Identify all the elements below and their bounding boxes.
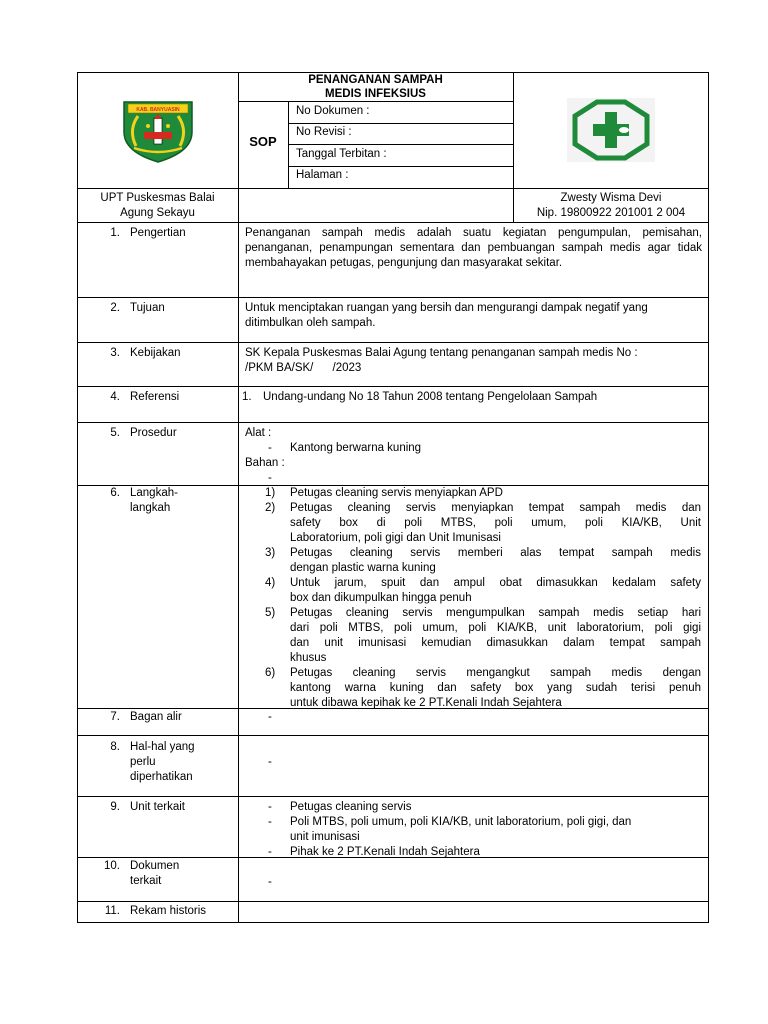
svg-text:KAB. BANYUASIN: KAB. BANYUASIN <box>136 107 180 113</box>
header-divider <box>77 188 709 189</box>
doc-title-line2: MEDIS INFEKSIUS <box>325 88 426 100</box>
section-label: Kebijakan <box>130 347 181 359</box>
step-text-line: dan unit imunisasi kemudian dimasukkan dalam tempat sampah <box>290 637 701 649</box>
district-crest-logo <box>120 96 196 164</box>
section-label: diperhatikan <box>130 771 193 783</box>
referensi-item-number: 1. <box>242 391 252 403</box>
step-number: 5) <box>265 607 276 619</box>
doc-title-line1: PENANGANAN SAMPAH <box>308 74 443 86</box>
section-number: 3. <box>110 347 120 359</box>
row-divider <box>77 222 709 223</box>
section-label: Unit terkait <box>130 801 185 813</box>
step-number: 2) <box>265 502 276 514</box>
section-number: 5. <box>110 427 120 439</box>
section-label: Pengertian <box>130 227 186 239</box>
section-label: Rekam historis <box>130 905 207 917</box>
section-label: terkait <box>130 875 162 887</box>
step-text-line: Petugas cleaning servis memberi alas tempat sampah medis <box>290 547 701 559</box>
org-name-line2: Agung Sekayu <box>120 207 195 219</box>
halaman-label: Halaman : <box>296 169 349 181</box>
step-text-line: khusus <box>290 652 327 664</box>
row-divider <box>77 386 709 387</box>
section-number: 9. <box>110 801 120 813</box>
header-divider <box>288 166 513 167</box>
org-name-line1: UPT Puskesmas Balai <box>100 192 215 204</box>
section-label: Prosedur <box>130 427 177 439</box>
section-label: Tujuan <box>130 302 165 314</box>
unit-item-line: Pihak ke 2 PT.Kenali Indah Sejahtera <box>290 846 480 858</box>
puskesmas-logo <box>567 98 655 162</box>
row-divider <box>77 796 709 797</box>
kebijakan-line1: SK Kepala Puskesmas Balai Agung tentang penanganan sampah medis No : <box>245 347 638 359</box>
section-number: 8. <box>110 741 120 753</box>
row-divider <box>77 342 709 343</box>
step-text-line: untuk dibawa kepihak ke 2 PT.Kenali Indah Sejahtera <box>290 697 562 709</box>
section-number: 7. <box>110 711 120 723</box>
pengertian-text: Penanganan sampah medis adalah suatu kegiatan pengumpulan, pemisahan, penanganan, penampungan sementara dan pembuangan sampah medis agar tidak membahayakan petugas, pengunjung dan masyarakat sekitar. <box>245 227 702 269</box>
kebijakan-line2: /PKM BA/SK/ /2023 <box>245 362 362 374</box>
alat-item: Kantong berwarna kuning <box>290 442 422 454</box>
bahan-label: Bahan : <box>245 457 285 469</box>
step-number: 4) <box>265 577 276 589</box>
row-divider <box>77 901 709 902</box>
section-number: 6. <box>110 487 120 499</box>
step-text-line: kantong warna kuning dan safety box yang sudah terisi penuh <box>290 682 701 694</box>
tujuan-text: Untuk menciptakan ruangan yang bersih dan mengurangi dampak negatif yang ditimbulkan oleh sampah. <box>245 302 648 329</box>
no-dokumen-label: No Dokumen : <box>296 105 370 117</box>
step-text-line: safety box di poli MTBS, poli umum, poli KIA/KB, Unit <box>290 517 701 529</box>
step-text-line: dengan plastic warna kuning <box>290 562 436 574</box>
step-text-line: Petugas cleaning servis menyiapkan tempat sampah medis dan <box>290 502 701 514</box>
step-text-line: Laboratorium, poli gigi dan Unit Imunisasi <box>290 532 501 544</box>
section-number: 2. <box>110 302 120 314</box>
tanggal-terbitan-label: Tanggal Terbitan : <box>296 148 387 160</box>
list-dash: - <box>268 472 272 484</box>
list-dash: - <box>268 442 272 454</box>
no-revisi-label: No Revisi : <box>296 126 352 138</box>
list-dash: - <box>268 801 272 813</box>
section-label: perlu <box>130 756 156 768</box>
unit-item-line: Petugas cleaning servis <box>290 801 412 813</box>
row-divider <box>77 422 709 423</box>
unit-item-line: unit imunisasi <box>290 831 360 843</box>
row-divider <box>77 297 709 298</box>
section-label: langkah <box>130 502 171 514</box>
header-divider <box>288 123 513 124</box>
bagan-value: - <box>268 711 272 723</box>
section-number: 1. <box>110 227 120 239</box>
section-number: 10. <box>104 860 120 872</box>
signer-nip: Nip. 19800922 201001 2 004 <box>536 207 686 219</box>
step-text-line: Untuk jarum, spuit dan ampul obat dimasukkan kedalam safety <box>290 577 701 589</box>
step-text-line: Petugas cleaning servis mengangkut sampah medis dengan <box>290 667 701 679</box>
section-label: Bagan alir <box>130 711 182 723</box>
step-text-line: dari poli MTBS, poli umum, poli KIA/KB, unit laboratorium, poli gigi <box>290 622 701 634</box>
section-number: 4. <box>110 391 120 403</box>
unit-item-line: Poli MTBS, poli umum, poli KIA/KB, unit laboratorium, poli gigi, dan <box>290 816 632 828</box>
hal-value: - <box>268 756 272 768</box>
header-divider <box>288 144 513 145</box>
row-divider <box>77 735 709 736</box>
section-number: 11. <box>104 905 120 917</box>
section-label: Dokumen <box>130 860 180 872</box>
step-text-line: Petugas cleaning servis mengumpulkan sampah medis setiap hari <box>290 607 701 619</box>
section-label: Langkah- <box>130 487 178 499</box>
referensi-item: Undang-undang No 18 Tahun 2008 tentang Pengelolaan Sampah <box>263 391 598 403</box>
signer-name: Zwesty Wisma Devi <box>560 192 662 204</box>
step-number: 6) <box>265 667 276 679</box>
section-label: Referensi <box>130 391 180 403</box>
step-number: 1) <box>265 487 276 499</box>
step-text-line: Petugas cleaning servis menyiapkan APD <box>290 487 503 499</box>
alat-label: Alat : <box>245 427 272 439</box>
sop-label: SOP <box>249 134 277 149</box>
list-dash: - <box>268 846 272 858</box>
section-label: Hal-hal yang <box>130 741 195 753</box>
step-number: 3) <box>265 547 276 559</box>
step-text-line: box dan dikumpulkan hingga penuh <box>290 592 472 604</box>
list-dash: - <box>268 816 272 828</box>
dokumen-value: - <box>268 876 272 888</box>
